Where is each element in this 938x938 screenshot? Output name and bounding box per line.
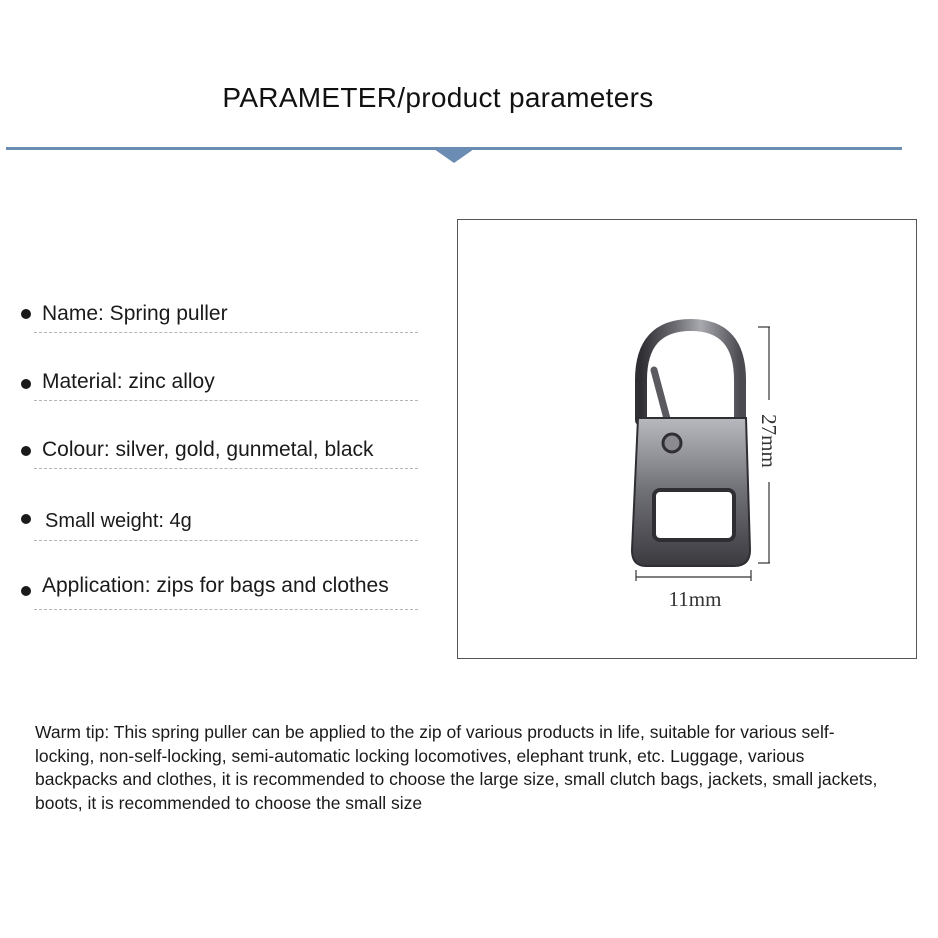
param-weight-text: Small weight: 4g — [45, 510, 192, 532]
bullet-icon — [21, 586, 31, 596]
divider-notch — [434, 149, 474, 163]
width-dimension — [636, 570, 751, 611]
param-colour — [18, 438, 418, 474]
param-name-text: Name: Spring puller — [42, 302, 228, 325]
dotted-underline — [34, 468, 418, 469]
bullet-icon — [21, 514, 31, 524]
param-name — [18, 302, 418, 338]
dotted-underline — [34, 332, 418, 333]
param-weight — [18, 510, 418, 546]
param-application-text: Application: zips for bags and clothes — [42, 574, 389, 597]
param-material — [18, 370, 418, 406]
bullet-icon — [21, 309, 31, 319]
bullet-icon — [21, 446, 31, 456]
spring-puller-image — [458, 220, 916, 658]
puller-hook — [641, 325, 740, 430]
param-colour-text: Colour: silver, gold, gunmetal, black — [42, 438, 374, 461]
puller-rivet — [663, 434, 681, 452]
param-material-text: Material: zinc alloy — [42, 370, 215, 393]
dotted-underline — [34, 540, 418, 541]
param-application — [18, 574, 418, 610]
product-image-frame — [457, 219, 917, 659]
puller-body — [632, 418, 750, 566]
warm-tip-text: Warm tip: This spring puller can be applied to the zip of various products in life, suitable for various self-locking, non-self-locking, semi-automatic locking locomotives, elephant trunk, etc. Luggage, various backpacks and clothes, it is recommended to choose the large size, small clutch bags, jackets, small jackets, boots, it is recommended to choose the small size — [35, 722, 878, 813]
width-label: 11mm — [668, 587, 722, 611]
dotted-underline — [34, 400, 418, 401]
dotted-underline — [34, 609, 418, 610]
height-dimension — [757, 327, 781, 563]
puller-slot — [654, 490, 734, 540]
page-title: PARAMETER/product parameters — [222, 82, 654, 113]
bullet-icon — [21, 379, 31, 389]
height-label: 27mm — [757, 414, 781, 468]
